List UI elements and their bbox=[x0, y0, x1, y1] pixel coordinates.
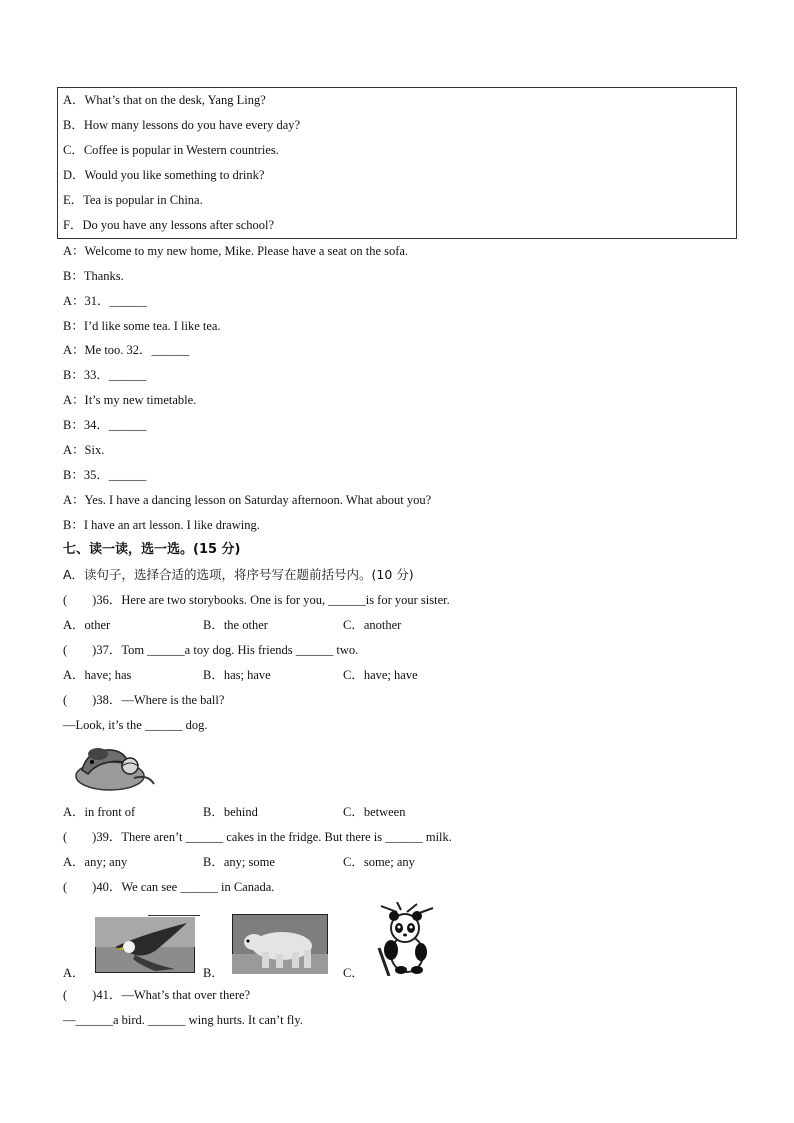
eagle-photo bbox=[95, 917, 195, 973]
dialogue-line: A：Yes. I have a dancing lesson on Saturday afternoon. What about you? bbox=[63, 493, 432, 507]
dialogue-line: A：Welcome to my new home, Mike. Please have a seat on the sofa. bbox=[63, 244, 409, 258]
q39-option-b: B．any; some bbox=[203, 855, 275, 869]
dialogue-line: A：Me too. 32．______ bbox=[63, 343, 190, 357]
dog-and-ball-icon bbox=[70, 740, 158, 794]
section-title: 七、读一读，选一选。(15 分) bbox=[63, 542, 241, 557]
question-38-line2: —Look, it’s the ______ dog. bbox=[63, 718, 208, 732]
question-36: ( )36．Here are two storybooks. One is for you, ______is for your sister. bbox=[63, 593, 450, 607]
dialogue-line: B：I have an art lesson. I like drawing. bbox=[63, 518, 260, 532]
question-40: ( )40．We can see ______ in Canada. bbox=[63, 880, 275, 894]
part-a-instruction: A．读句子，选择合适的选项，将序号写在题前括号内。(10 分) bbox=[63, 567, 414, 582]
q40-option-a: A． bbox=[63, 966, 85, 980]
q36-option-b: B．the other bbox=[203, 618, 268, 632]
option-b: B．How many lessons do you have every day? bbox=[63, 118, 301, 132]
q37-option-a: A．have; has bbox=[63, 668, 132, 682]
option-d: D．Would you like something to drink? bbox=[63, 168, 265, 182]
q39-option-a: A．any; any bbox=[63, 855, 128, 869]
dialogue-line: A：Six. bbox=[63, 443, 105, 457]
option-a: A．What’s that on the desk, Yang Ling? bbox=[63, 93, 266, 107]
q39-option-c: C．some; any bbox=[343, 855, 415, 869]
polar-bear-photo bbox=[232, 914, 328, 974]
dialogue-line: B：Thanks. bbox=[63, 269, 124, 283]
question-38: ( )38．—Where is the ball? bbox=[63, 693, 225, 707]
dialogue-line: A：It’s my new timetable. bbox=[63, 393, 197, 407]
option-c: C．Coffee is popular in Western countries. bbox=[63, 143, 279, 157]
question-37: ( )37．Tom ______a toy dog. His friends ______ two. bbox=[63, 643, 359, 657]
q36-option-a: A．other bbox=[63, 618, 111, 632]
q36-option-c: C．another bbox=[343, 618, 402, 632]
divider bbox=[148, 915, 200, 916]
q37-option-b: B．has; have bbox=[203, 668, 271, 682]
q38-option-a: A．in front of bbox=[63, 805, 136, 819]
q37-option-c: C．have; have bbox=[343, 668, 418, 682]
option-f: F．Do you have any lessons after school? bbox=[63, 218, 275, 232]
option-e: E．Tea is popular in China. bbox=[63, 193, 203, 207]
question-39: ( )39．There aren’t ______ cakes in the fridge. But there is ______ milk. bbox=[63, 830, 452, 844]
dialogue-line: B：35．______ bbox=[63, 468, 147, 482]
q40-option-c: C． bbox=[343, 966, 364, 980]
question-41: ( )41．—What’s that over there? bbox=[63, 988, 251, 1002]
q38-option-c: C．between bbox=[343, 805, 406, 819]
panda-cartoon bbox=[367, 902, 441, 976]
question-41-line2: —______a bird. ______ wing hurts. It can’t fly. bbox=[63, 1013, 303, 1027]
q38-option-b: B．behind bbox=[203, 805, 258, 819]
dialogue-line: B：33．______ bbox=[63, 368, 147, 382]
dialogue-line: B：I’d like some tea. I like tea. bbox=[63, 319, 221, 333]
dialogue-line: A：31．______ bbox=[63, 294, 148, 308]
dialogue-line: B：34．______ bbox=[63, 418, 147, 432]
q40-option-b: B． bbox=[203, 966, 224, 980]
